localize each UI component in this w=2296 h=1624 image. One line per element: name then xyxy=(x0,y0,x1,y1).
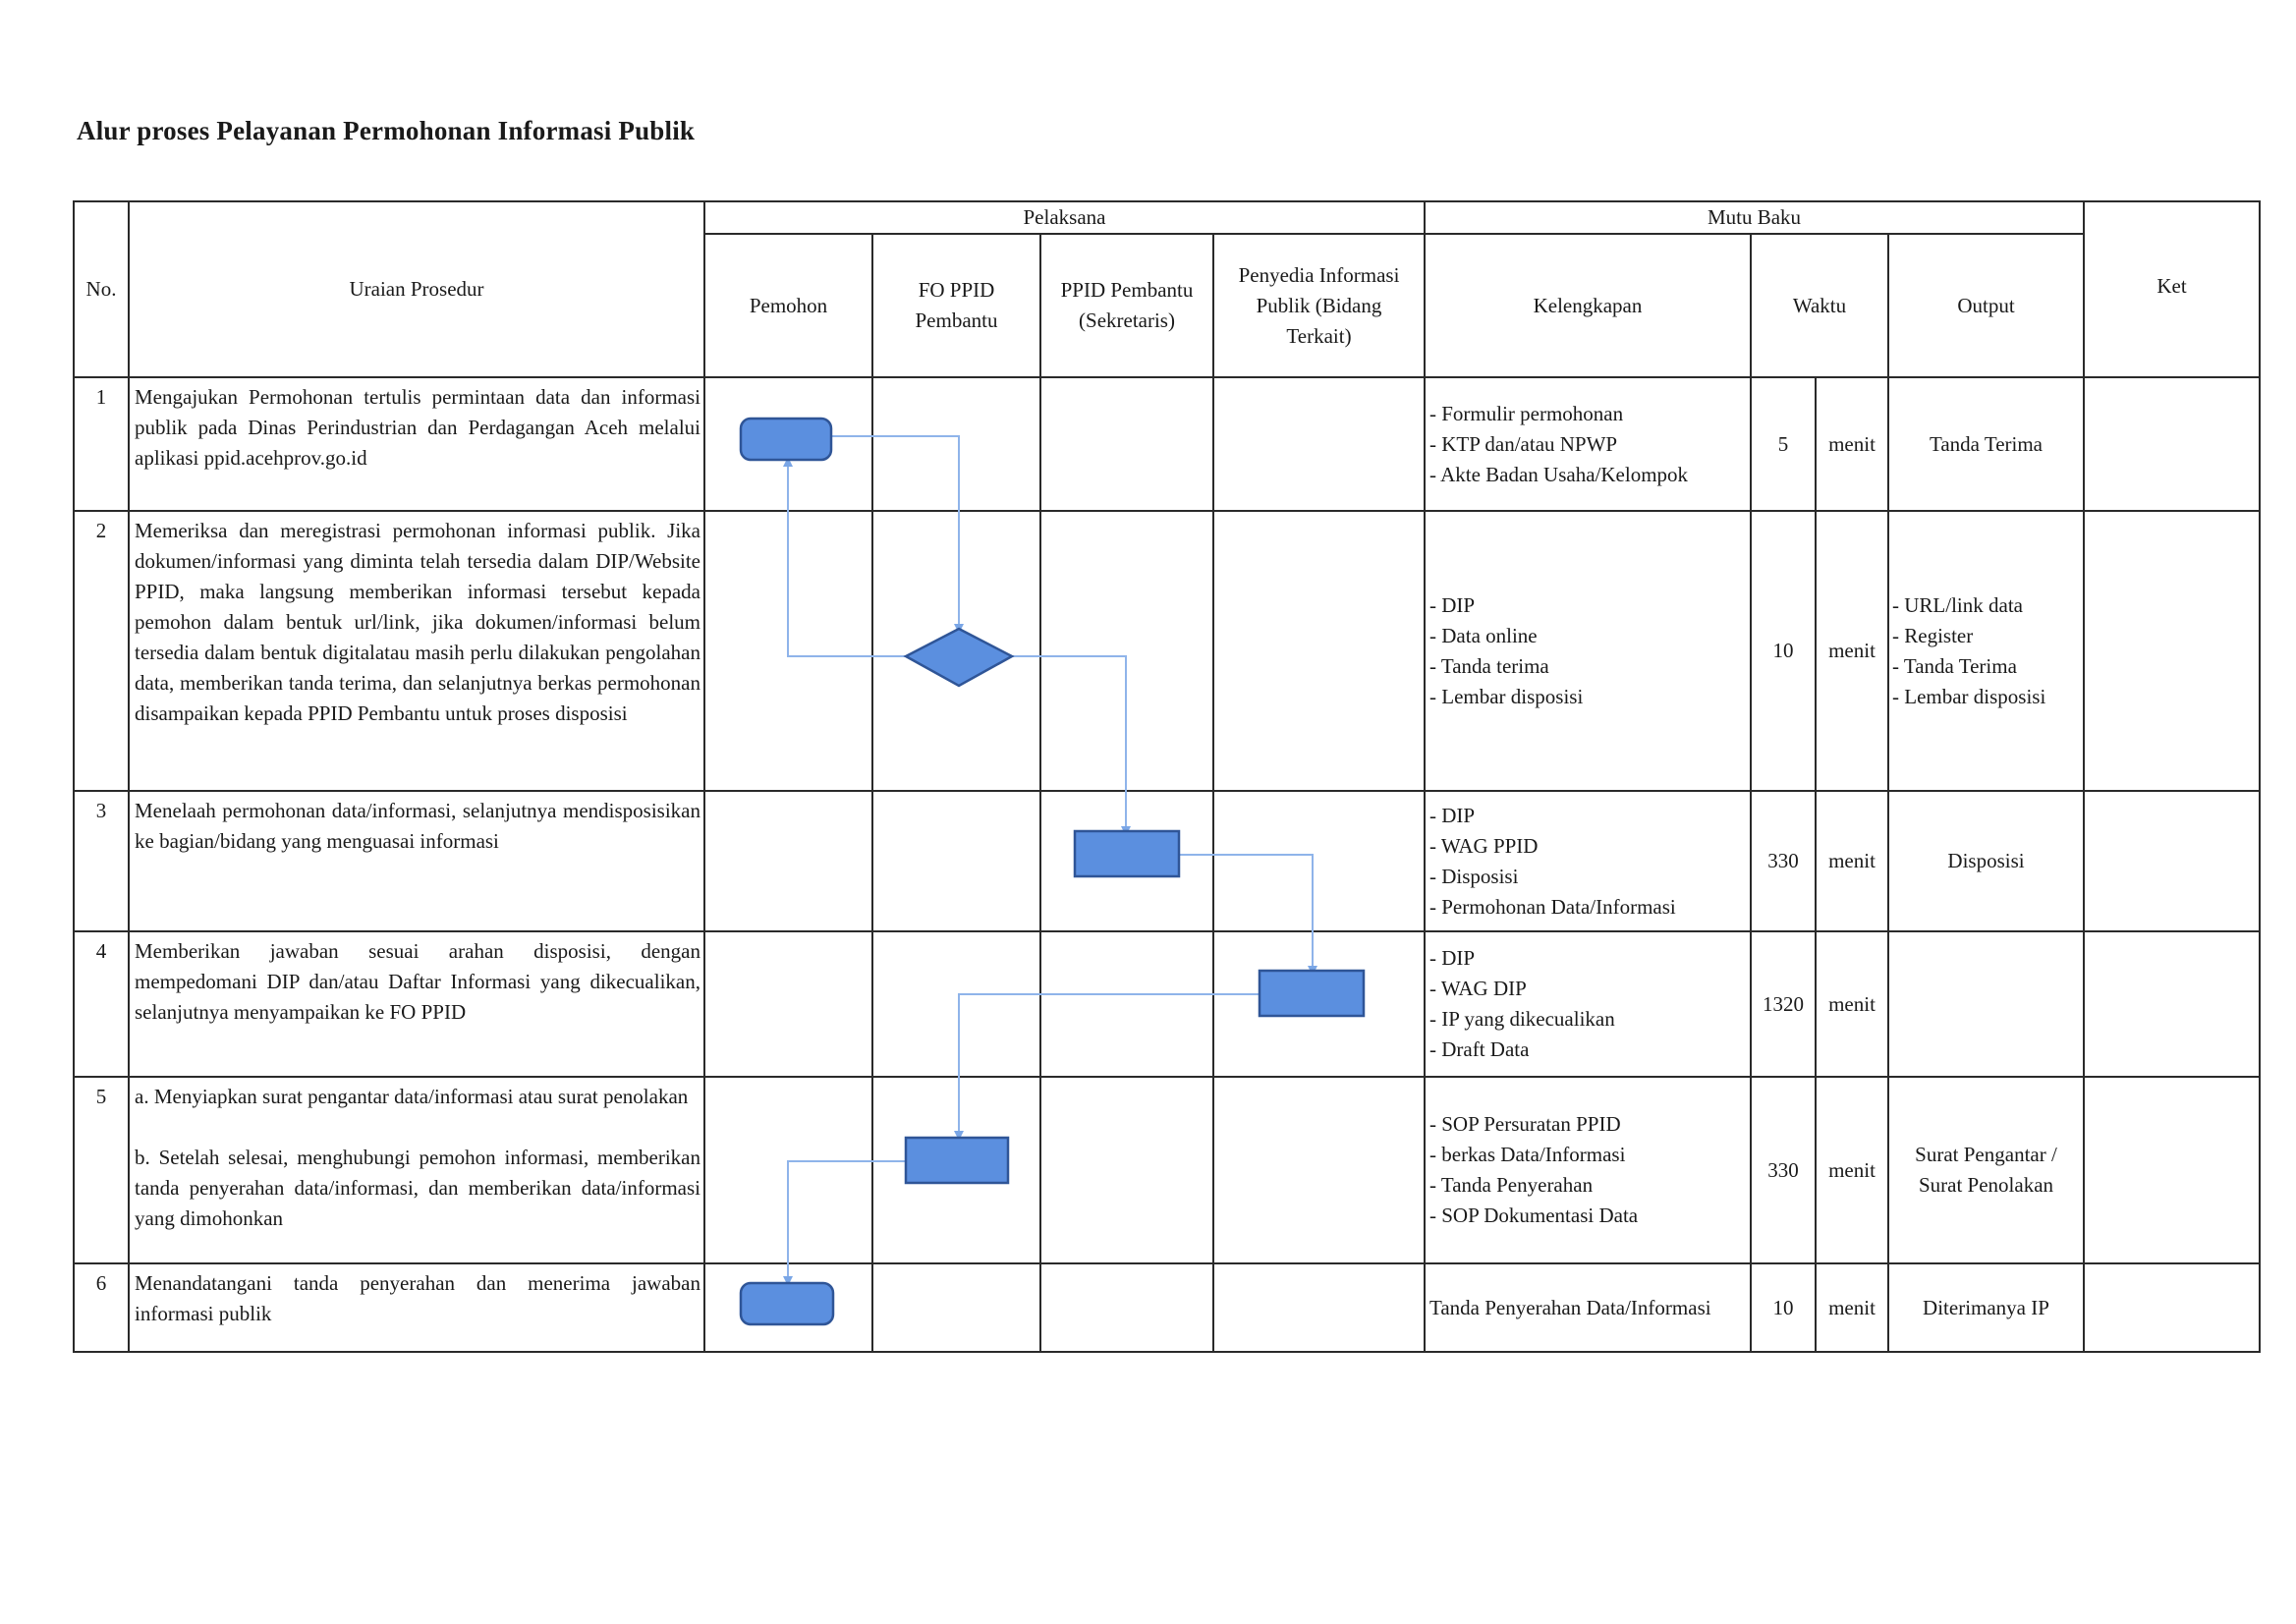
waktu-value: 330 xyxy=(1751,1077,1816,1263)
row-number: 3 xyxy=(74,791,129,931)
kelengkapan-cell xyxy=(1425,931,1751,1077)
lane-penyedia xyxy=(1213,377,1425,511)
output-item: Tanda Terima xyxy=(1929,431,2044,456)
waktu-unit: menit xyxy=(1816,791,1888,931)
table-row xyxy=(74,511,2260,791)
lane-ppid-pembantu xyxy=(1040,791,1213,931)
header-penyedia-line1: Penyedia Informasi xyxy=(1238,262,1400,287)
header-fo-ppid-line1: FO PPID xyxy=(918,278,995,302)
lane-pemohon xyxy=(704,1263,872,1352)
header-penyedia-line2: Publik (Bidang xyxy=(1256,293,1382,317)
waktu-unit: menit xyxy=(1816,511,1888,791)
kelengkapan-item: - SOP Dokumentasi Data xyxy=(1429,1204,1639,1227)
table-row xyxy=(74,1263,2260,1352)
lane-pemohon xyxy=(704,1077,872,1263)
kelengkapan-item: - WAG PPID xyxy=(1429,833,1539,858)
ket-cell xyxy=(2084,511,2260,791)
row-number: 1 xyxy=(74,377,129,511)
lane-penyedia xyxy=(1213,931,1425,1077)
kelengkapan-item: - DIP xyxy=(1429,803,1476,827)
header-ket: Ket xyxy=(2084,201,2260,377)
waktu-unit: menit xyxy=(1816,931,1888,1077)
lane-ppid-pembantu xyxy=(1040,1077,1213,1263)
kelengkapan-item: Tanda Penyerahan Data/Informasi xyxy=(1429,1295,1711,1319)
waktu-value: 1320 xyxy=(1751,931,1816,1077)
output-cell xyxy=(1888,931,2084,1077)
output-item: - Lembar disposisi xyxy=(1892,684,2046,708)
lane-fo-ppid xyxy=(872,931,1040,1077)
output-item: Surat Penolakan xyxy=(1918,1173,2054,1197)
output-cell xyxy=(1888,1263,2084,1352)
header-fo-ppid xyxy=(872,234,1040,377)
waktu-value: 10 xyxy=(1751,1263,1816,1352)
header-ppid-line1: PPID Pembantu xyxy=(1060,278,1194,302)
sop-table xyxy=(73,200,2261,1353)
row-number: 4 xyxy=(74,931,129,1077)
kelengkapan-cell xyxy=(1425,511,1751,791)
header-penyedia-informasi xyxy=(1213,234,1425,377)
lane-pemohon xyxy=(704,791,872,931)
header-no: No. xyxy=(74,201,129,377)
procedure-text-b: b. Setelah selesai, menghubungi pemohon informasi, memberikan tanda penyerahan data/informasi, dan memberikan data/informasi yang dimohonkan xyxy=(135,1146,700,1230)
kelengkapan-item: - Draft Data xyxy=(1429,1037,1530,1061)
header-ppid-line2: (Sekretaris) xyxy=(1079,308,1175,332)
kelengkapan-item: - Lembar disposisi xyxy=(1429,684,1584,708)
kelengkapan-item: - WAG DIP xyxy=(1429,977,1527,1000)
lane-fo-ppid xyxy=(872,511,1040,791)
lane-penyedia xyxy=(1213,1077,1425,1263)
output-cell xyxy=(1888,791,2084,931)
header-mutu-baku: Mutu Baku xyxy=(1425,201,2084,234)
kelengkapan-item: - Tanda Penyerahan xyxy=(1429,1173,1594,1197)
output-cell xyxy=(1888,511,2084,791)
procedure-text xyxy=(129,1077,704,1263)
table-row xyxy=(74,931,2260,1077)
lane-fo-ppid xyxy=(872,377,1040,511)
kelengkapan-cell xyxy=(1425,1263,1751,1352)
header-kelengkapan: Kelengkapan xyxy=(1425,234,1751,377)
kelengkapan-item: - Formulir permohonan xyxy=(1429,401,1624,425)
header-penyedia-line3: Terkait) xyxy=(1286,323,1352,348)
output-item: Disposisi xyxy=(1947,849,2025,872)
kelengkapan-item: - Permohonan Data/Informasi xyxy=(1429,894,1676,919)
kelengkapan-item: - berkas Data/Informasi xyxy=(1429,1143,1626,1166)
header-fo-ppid-line2: Pembantu xyxy=(915,308,998,332)
kelengkapan-item: - Data online xyxy=(1429,623,1538,647)
kelengkapan-item: - DIP xyxy=(1429,592,1476,617)
row-number: 5 xyxy=(74,1077,129,1263)
lane-ppid-pembantu xyxy=(1040,931,1213,1077)
kelengkapan-cell xyxy=(1425,1077,1751,1263)
output-item: - Tanda Terima xyxy=(1892,653,2017,678)
procedure-text: Memeriksa dan meregistrasi permohonan informasi publik. Jika dokumen/informasi yang diminta telah tersedia dalam DIP/Website PPID, maka langsung memberikan informasi tersebut kepada pemohon dalam bentuk url/link, jika dokumen/informasi belum tersedia dalam bentuk digitalatau masih perlu dilakukan pengolahan data, memberikan tanda terima, dan selanjutnya berkas permohonan disampaikan kepada PPID Pembantu untuk proses disposisi xyxy=(129,511,704,791)
kelengkapan-item: - Tanda terima xyxy=(1429,653,1549,678)
procedure-text: Memberikan jawaban sesuai arahan disposisi, dengan mempedomani DIP dan/atau Daftar Informasi yang dikecualikan, selanjutnya menyampaikan ke FO PPID xyxy=(129,931,704,1077)
lane-penyedia xyxy=(1213,791,1425,931)
lane-penyedia xyxy=(1213,511,1425,791)
waktu-value: 10 xyxy=(1751,511,1816,791)
table-row xyxy=(74,791,2260,931)
lane-fo-ppid xyxy=(872,791,1040,931)
row-number: 6 xyxy=(74,1263,129,1352)
lane-fo-ppid xyxy=(872,1077,1040,1263)
ket-cell xyxy=(2084,791,2260,931)
header-output: Output xyxy=(1888,234,2084,377)
kelengkapan-cell xyxy=(1425,791,1751,931)
ket-cell xyxy=(2084,1077,2260,1263)
output-item: Diterimanya IP xyxy=(1923,1295,2049,1319)
table-row xyxy=(74,377,2260,511)
lane-pemohon xyxy=(704,511,872,791)
lane-pemohon xyxy=(704,377,872,511)
row-number: 2 xyxy=(74,511,129,791)
waktu-unit: menit xyxy=(1816,1263,1888,1352)
waktu-value: 330 xyxy=(1751,791,1816,931)
ket-cell xyxy=(2084,931,2260,1077)
document-title: Alur proses Pelayanan Permohonan Informasi Publik xyxy=(77,116,696,145)
output-cell xyxy=(1888,377,2084,511)
procedure-text: Menelaah permohonan data/informasi, selanjutnya mendisposisikan ke bagian/bidang yang menguasai informasi xyxy=(129,791,704,931)
output-item: - Register xyxy=(1892,623,1974,647)
ket-cell xyxy=(2084,377,2260,511)
output-cell xyxy=(1888,1077,2084,1263)
kelengkapan-item: - DIP xyxy=(1429,946,1476,970)
table-row xyxy=(74,1077,2260,1263)
lane-ppid-pembantu xyxy=(1040,511,1213,791)
header-pemohon: Pemohon xyxy=(704,234,872,377)
kelengkapan-cell xyxy=(1425,377,1751,511)
lane-ppid-pembantu xyxy=(1040,377,1213,511)
kelengkapan-item: - Akte Badan Usaha/Kelompok xyxy=(1429,462,1689,486)
header-waktu: Waktu xyxy=(1751,234,1888,377)
lane-fo-ppid xyxy=(872,1263,1040,1352)
output-item: Surat Pengantar / xyxy=(1915,1143,2057,1166)
header-uraian-prosedur: Uraian Prosedur xyxy=(129,201,704,377)
waktu-unit: menit xyxy=(1816,377,1888,511)
lane-ppid-pembantu xyxy=(1040,1263,1213,1352)
waktu-unit: menit xyxy=(1816,1077,1888,1263)
header-ppid-pembantu xyxy=(1040,234,1213,377)
ket-cell xyxy=(2084,1263,2260,1352)
lane-penyedia xyxy=(1213,1263,1425,1352)
waktu-value: 5 xyxy=(1751,377,1816,511)
kelengkapan-item: - Disposisi xyxy=(1429,864,1519,888)
procedure-text-a: a. Menyiapkan surat pengantar data/informasi atau surat penolakan xyxy=(135,1085,689,1108)
kelengkapan-item: - SOP Persuratan PPID xyxy=(1429,1112,1621,1136)
procedure-text: Mengajukan Permohonan tertulis permintaan data dan informasi publik pada Dinas Perindustrian dan Perdagangan Aceh melalui aplikasi ppid.acehprov.go.id xyxy=(129,377,704,511)
kelengkapan-item: - KTP dan/atau NPWP xyxy=(1429,431,1618,456)
lane-pemohon xyxy=(704,931,872,1077)
header-pelaksana: Pelaksana xyxy=(704,201,1425,234)
kelengkapan-item: - IP yang dikecualikan xyxy=(1429,1007,1615,1031)
output-item: - URL/link data xyxy=(1892,592,2023,617)
procedure-text: Menandatangani tanda penyerahan dan menerima jawaban informasi publik xyxy=(129,1263,704,1352)
